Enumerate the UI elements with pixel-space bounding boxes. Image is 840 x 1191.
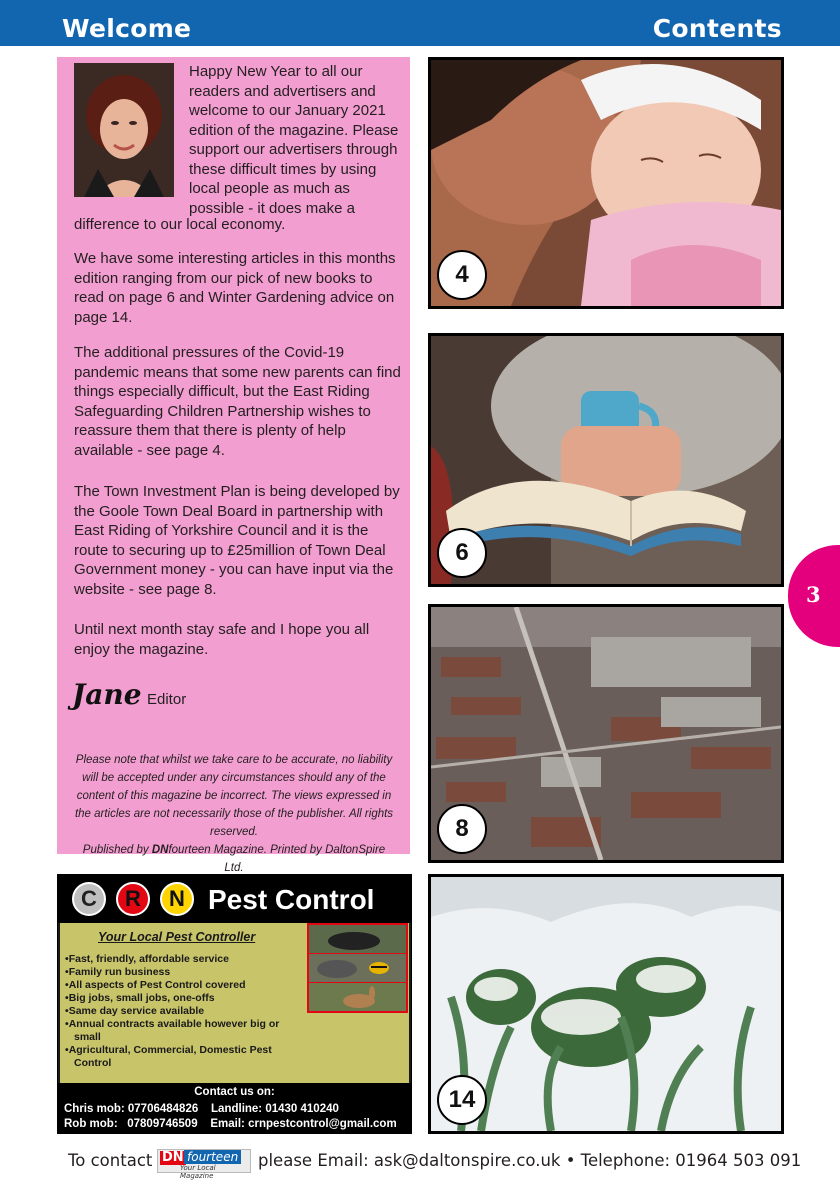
- footer-prefix: To contact: [68, 1151, 153, 1170]
- page-number-tab: [788, 545, 840, 647]
- dnfourteen-logo: [157, 1149, 251, 1180]
- logo-letter-r: R: [116, 882, 150, 916]
- contents-photo-book-reading[interactable]: [428, 333, 784, 587]
- service-item: • Fast, friendly, affordable service: [65, 953, 305, 966]
- logo-letter-n: N: [160, 882, 194, 916]
- page-footer: [68, 1150, 802, 1180]
- publisher-prefix: Published by: [82, 844, 152, 856]
- advert-title: Pest Control: [208, 884, 375, 915]
- service-item: • Big jobs, small jobs, one-offs: [65, 992, 305, 1005]
- investment-plan-paragraph: The Town Investment Plan is being developed by the Goole Town Deal Board in partnership with East Riding of Yorkshire Council and it is the route to securing up to £25million of Town Deal Government money - you can have input via the website - see page 8.: [74, 483, 400, 598]
- disclaimer-text: Please note that whilst we take care to be accurate, no liability will be accepted under any circumstances should any of the content of this magazine be incorrect. The views expressed in the articles are not necessarily those of the publisher. All rights reserved.: [74, 754, 394, 838]
- editor-signature: Jane: [72, 678, 142, 711]
- contact-heading: Contact us on:: [194, 1086, 275, 1098]
- rat-wasp-picture: [309, 954, 406, 982]
- logo-fourteen: fourteen: [184, 1150, 241, 1164]
- page-badge-6: 6: [437, 528, 487, 578]
- editor-role: Editor: [147, 691, 187, 708]
- service-item: • All aspects of Pest Control covered: [65, 979, 305, 992]
- publisher-dn: DN: [151, 844, 169, 856]
- articles-paragraph: We have some interesting articles in this months edition ranging from our pick of new books to read on page 6 and Winter Gardening advice on page 14.: [74, 250, 396, 326]
- welcome-panel: [57, 57, 410, 874]
- contact-line-chris: Chris mob: 07706484826 Landline: 01430 410240: [64, 1103, 339, 1115]
- contents-heading: Contents: [652, 14, 782, 43]
- contents-photo-mother-baby[interactable]: [428, 57, 784, 309]
- welcome-heading: Welcome: [62, 14, 192, 43]
- pest-pictures: [307, 923, 408, 1013]
- page-number: 3: [806, 582, 821, 607]
- header-bar: [0, 0, 840, 46]
- service-item: • Family run business: [65, 966, 305, 979]
- service-item: • Agricultural, Commercial, Domestic Pest Control: [65, 1044, 305, 1070]
- logo-dn: DN: [162, 1150, 184, 1165]
- closing-paragraph: Until next month stay safe and I hope you all enjoy the magazine.: [74, 621, 370, 658]
- advert-header: [58, 875, 411, 923]
- services-list: [65, 953, 305, 1070]
- disclaimer: [74, 751, 394, 877]
- advert-body: [60, 923, 409, 1083]
- rabbit-picture: [309, 983, 406, 1011]
- covid-paragraph: The additional pressures of the Covid-19 pandemic means that some new parents can find things especially difficult, but the East Riding Safeguarding Children Partnership wishes to reassure them that there is plenty of help available - see page 4.: [74, 344, 401, 459]
- editor-portrait: [74, 63, 174, 197]
- pest-control-advert[interactable]: [57, 874, 412, 1134]
- service-item: • Annual contracts available however big or small: [65, 1018, 305, 1044]
- logo-letter-c: C: [72, 882, 106, 916]
- footer-contact-text[interactable]: please Email: ask@daltonspire.co.uk • Telephone: 01964 503 091: [258, 1151, 802, 1170]
- page-badge-4: 4: [437, 250, 487, 300]
- intro-paragraph-continued: difference to our local economy.: [74, 216, 286, 233]
- contents-photo-winter-garden[interactable]: [428, 874, 784, 1134]
- page-badge-8: 8: [437, 804, 487, 854]
- page-badge-14: 14: [437, 1075, 487, 1125]
- mole-picture: [309, 925, 406, 953]
- contents-photo-goole-aerial[interactable]: [428, 604, 784, 863]
- contact-line-rob: Rob mob: 07809746509 Email: crnpestcontrol@gmail.com: [64, 1118, 397, 1130]
- intro-paragraph: Happy New Year to all our readers and advertisers and welcome to our January 2021 edition of the magazine. Please support our advertisers through these difficult times by using local people as much as possible - it does make a: [189, 63, 399, 217]
- publisher-suffix: fourteen Magazine. Printed by DaltonSpire Ltd.: [168, 844, 386, 874]
- service-item: • Same day service available: [65, 1005, 305, 1018]
- logo-tagline: Your Local Magazine: [180, 1164, 216, 1180]
- advert-subtitle: Your Local Pest Controller: [98, 930, 256, 944]
- advert-contact: [58, 1083, 411, 1134]
